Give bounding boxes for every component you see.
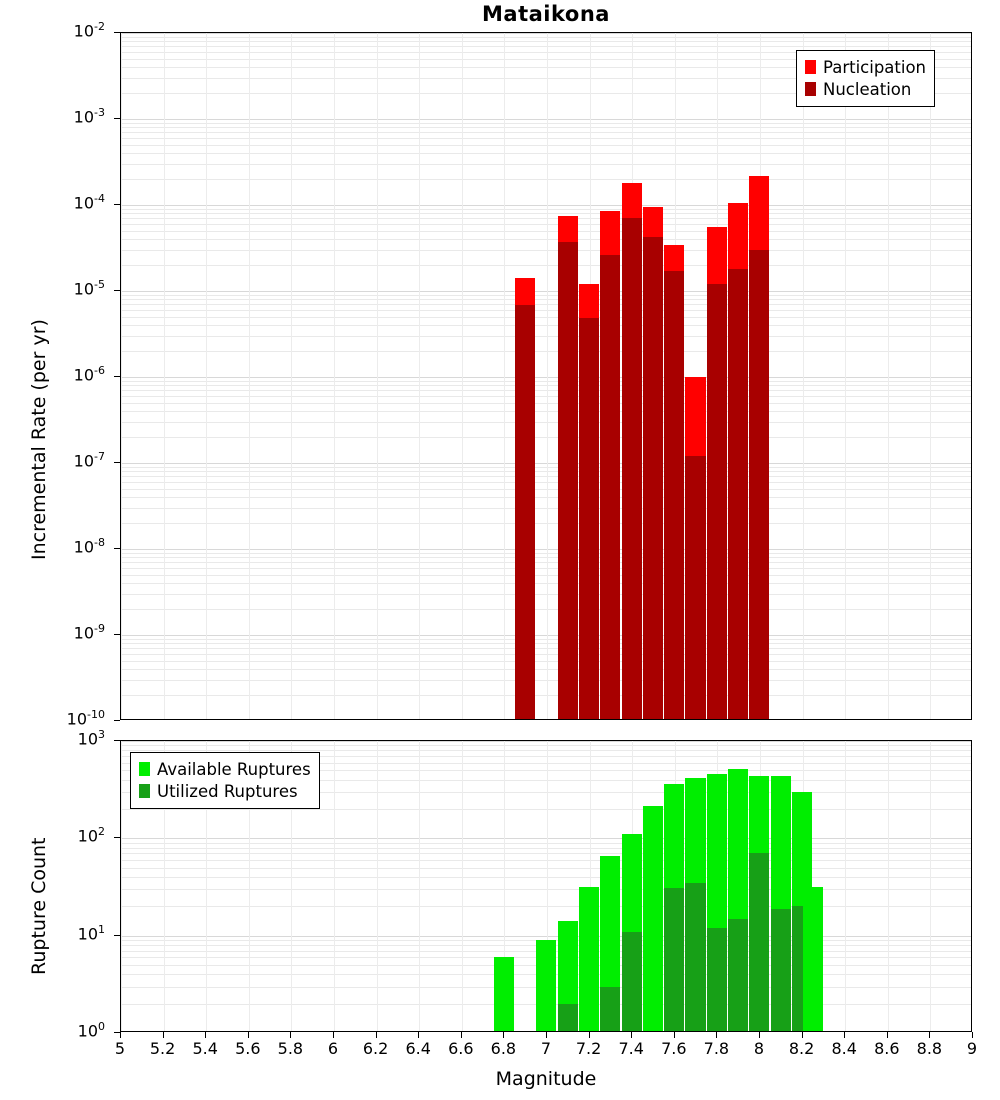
y-tick-label: $10^{-4}$ <box>73 192 105 213</box>
legend-item-participation <box>805 56 926 78</box>
y-tick-mark <box>114 634 120 635</box>
x-tick-label: 7.2 <box>575 1039 602 1058</box>
x-tick-label: 7.8 <box>703 1039 730 1058</box>
x-tick-label: 6.6 <box>448 1039 474 1058</box>
x-tick-label: 5.6 <box>235 1039 261 1058</box>
x-tick-mark <box>333 1032 334 1038</box>
legend-label-utilized-ruptures: Utilized Ruptures <box>157 781 298 801</box>
x-tick-label: 7.4 <box>618 1039 644 1058</box>
bar-utilized-ruptures <box>728 919 748 1032</box>
bar-nucleation <box>685 456 705 720</box>
x-tick-mark <box>674 1032 675 1038</box>
bar-available-ruptures <box>579 887 599 1033</box>
x-tick-label: 6.4 <box>405 1039 431 1058</box>
x-tick-mark <box>589 1032 590 1038</box>
x-tick-mark <box>461 1032 462 1038</box>
x-tick-label: 8.8 <box>916 1039 943 1058</box>
bar-nucleation <box>749 250 769 720</box>
x-tick-label: 8 <box>753 1039 765 1058</box>
bar-nucleation <box>664 271 684 720</box>
bar-available-ruptures <box>494 957 514 1032</box>
y-tick-label: $10^{-8}$ <box>73 536 105 557</box>
x-tick-mark <box>376 1032 377 1038</box>
x-tick-label: 6 <box>327 1039 339 1058</box>
y-tick-mark <box>114 118 120 119</box>
bar-utilized-ruptures <box>558 1004 578 1032</box>
x-tick-mark <box>759 1032 760 1038</box>
x-tick-mark <box>716 1032 717 1038</box>
x-tick-label: 7 <box>540 1039 552 1058</box>
x-tick-label: 5.2 <box>149 1039 176 1058</box>
bar-nucleation <box>643 237 663 720</box>
incremental-rate-plot <box>120 32 972 720</box>
x-tick-mark <box>120 1032 121 1038</box>
y-tick-mark <box>114 740 120 741</box>
x-tick-label: 6.2 <box>362 1039 389 1058</box>
y-tick-mark <box>114 935 120 936</box>
y-tick-label: $10^2$ <box>77 825 105 846</box>
bar-nucleation <box>707 284 727 720</box>
y-axis-label-top: Incremental Rate (per yr) <box>28 319 50 560</box>
legend-item-utilized-ruptures <box>139 780 311 802</box>
x-tick-label: 5 <box>114 1039 126 1058</box>
legend-label-nucleation: Nucleation <box>823 79 912 99</box>
x-tick-mark <box>929 1032 930 1038</box>
x-tick-mark <box>503 1032 504 1038</box>
x-tick-mark <box>163 1032 164 1038</box>
y-tick-label: $10^{-3}$ <box>73 106 105 127</box>
legend-top <box>796 50 935 107</box>
x-tick-label: 6.8 <box>490 1039 517 1058</box>
legend-swatch-participation <box>805 60 816 74</box>
y-tick-mark <box>114 32 120 33</box>
bar-utilized-ruptures <box>707 928 727 1032</box>
x-tick-label: 9 <box>966 1039 978 1058</box>
x-tick-label: 8.6 <box>874 1039 900 1058</box>
bar-nucleation <box>579 318 599 720</box>
bar-utilized-ruptures <box>749 853 769 1032</box>
x-tick-mark <box>844 1032 845 1038</box>
y-tick-mark <box>114 204 120 205</box>
y-tick-label: $10^{-2}$ <box>73 20 105 41</box>
bar-available-ruptures <box>803 887 823 1033</box>
x-tick-mark <box>290 1032 291 1038</box>
bar-utilized-ruptures <box>664 888 684 1032</box>
y-tick-mark <box>114 462 120 463</box>
y-tick-label: $10^3$ <box>77 728 105 749</box>
x-tick-label: 5.4 <box>192 1039 218 1058</box>
legend-swatch-available-ruptures <box>139 762 150 776</box>
legend-swatch-nucleation <box>805 82 816 96</box>
x-tick-label: 5.8 <box>277 1039 304 1058</box>
bar-utilized-ruptures <box>685 883 705 1032</box>
bar-available-ruptures <box>643 806 663 1032</box>
bar-nucleation <box>600 255 620 720</box>
legend-bottom <box>130 752 320 809</box>
x-tick-mark <box>887 1032 888 1038</box>
x-tick-label: 7.6 <box>661 1039 687 1058</box>
y-tick-label: $10^{-5}$ <box>73 278 105 299</box>
chart-title: Mataikona <box>482 2 610 26</box>
y-tick-mark <box>114 548 120 549</box>
y-tick-mark <box>114 837 120 838</box>
y-tick-mark <box>114 720 120 721</box>
x-tick-mark <box>802 1032 803 1038</box>
x-tick-mark <box>418 1032 419 1038</box>
bar-available-ruptures <box>536 940 556 1032</box>
y-tick-label: $10^1$ <box>77 922 105 943</box>
y-tick-mark <box>114 290 120 291</box>
legend-item-available-ruptures <box>139 758 311 780</box>
x-axis-label: Magnitude <box>495 1068 597 1090</box>
y-tick-label: $10^0$ <box>77 1020 105 1041</box>
bar-nucleation <box>515 305 535 720</box>
y-tick-label: $10^{-10}$ <box>66 708 105 729</box>
legend-item-nucleation <box>805 78 926 100</box>
x-tick-label: 8.2 <box>788 1039 815 1058</box>
bar-utilized-ruptures <box>600 987 620 1032</box>
y-tick-label: $10^{-7}$ <box>73 450 105 471</box>
legend-swatch-utilized-ruptures <box>139 784 150 798</box>
legend-label-participation: Participation <box>823 57 927 77</box>
bar-nucleation <box>622 218 642 720</box>
x-tick-mark <box>205 1032 206 1038</box>
y-tick-mark <box>114 376 120 377</box>
bar-utilized-ruptures <box>622 932 642 1032</box>
y-axis-label-bottom: Rupture Count <box>28 837 50 975</box>
legend-label-available-ruptures: Available Ruptures <box>157 759 311 779</box>
x-tick-label: 8.4 <box>831 1039 857 1058</box>
bar-nucleation <box>558 242 578 720</box>
bar-nucleation <box>728 269 748 720</box>
bar-utilized-ruptures <box>771 909 791 1032</box>
bars-top <box>121 33 971 719</box>
x-tick-mark <box>248 1032 249 1038</box>
x-tick-mark <box>972 1032 973 1038</box>
x-tick-mark <box>546 1032 547 1038</box>
y-tick-label: $10^{-9}$ <box>73 622 105 643</box>
x-tick-mark <box>631 1032 632 1038</box>
y-tick-label: $10^{-6}$ <box>73 364 105 385</box>
